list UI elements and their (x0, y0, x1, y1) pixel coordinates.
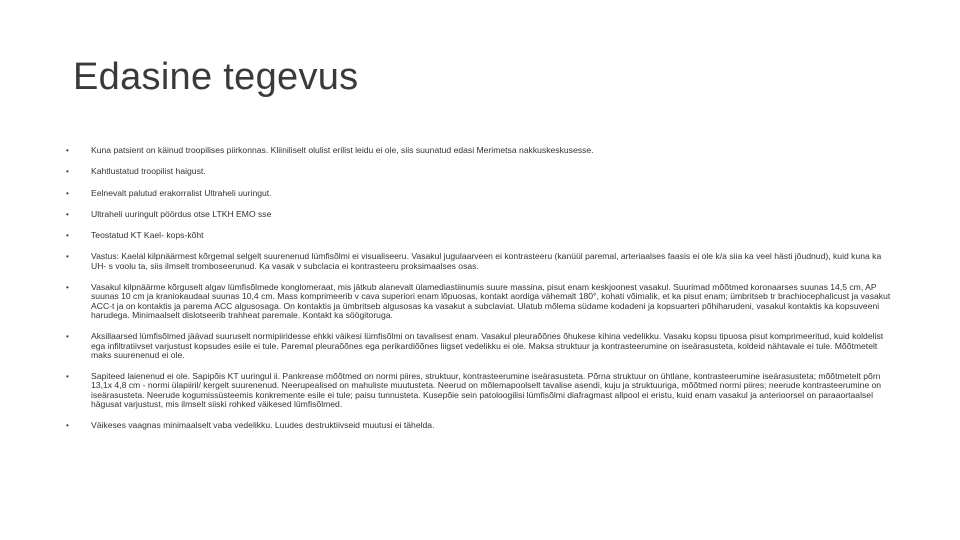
bullet-dot: • (66, 146, 69, 155)
bullet-text: Ultraheli uuringult pöördus otse LTKH EMO sse (91, 208, 272, 219)
bullet-text: Aksillaarsed lümfisõlmed jäävad suuruselt normipiiridesse ehkki väikesi lümfisõlmi on tavalisest enam. Vasakul pleuraõõnes õhukese kihina vedelikku. Vasaku kopsu tipuosa pisut komprimeeritud, kuid koldelist ega infiltratiivset varjustust kopsudes esile ei tule. Paremal pleuraõõnes ega perikardiõõnes liigset vedelikku ei ole. Maksa struktuur ja kontrasteerumine on iseärasusteta, koldeid nähtavale ei tule. Mõõtmetelt maks suurenenud ei ole. (91, 331, 884, 360)
bullet-dot: • (66, 209, 69, 219)
bullet-item (66, 283, 896, 320)
bullet-item (66, 372, 896, 409)
bullet-text: Kahtlustatud troopilist haigust. (91, 166, 206, 177)
bullet-item (66, 421, 896, 430)
bullet-item (66, 189, 896, 198)
bullet-text: Kuna patsient on käinud troopilises piirkonnas. Kliiniliselt olulist erilist leidu ei ole, siis suunatud edasi Merimetsa nakkuskeskusesse. (91, 145, 594, 155)
bullet-dot: • (66, 372, 69, 382)
slide-title: Edasine tegevus (73, 56, 359, 98)
bullet-item (66, 210, 896, 219)
bullet-dot: • (66, 421, 69, 431)
bullet-text: Väikeses vaagnas minimaalselt vaba vedelikku. Luudes destruktiivseid muutusi ei tähelda. (91, 420, 435, 431)
bullet-dot: • (66, 283, 69, 293)
bullet-item (66, 167, 896, 176)
bullet-item (66, 332, 896, 360)
bullet-text: Vasakul kilpnäärme kõrguselt algav lümfisõlmede konglomeraat, mis jätkub alanevalt ülamediastiinumis suure massina, pisut enam keskjoonest vasakul. Suurimad mõõtmed koronaarses suunas 14,5 cm, AP suunas 10 cm ja kraniokaudaal suunas 10,4 cm. Mass komprimeerib v cava superiori enam lõpuosas, kontakt aordiga vähemalt 180°, kohati võimalik, et ka pisut enam; ümbritseb tr brachiocephalicust ja vasakut ACC-t ja on kontaktis ja parema ACC algusosaga. On kontaktis ja ümbritseb algusosas ka vasakut a subclaviat. Ulatub mõlema südame kodadeni ja kopsuarteri põhiharudeni, vasakul kontaktis ka kopsuveeni harudega. Minimaalselt dislotseerib trahheat paremale. Kontakt ka söögitoruga. (91, 282, 891, 320)
bullet-text: Eelnevalt palutud erakorralist Ultraheli uuringut. (91, 187, 272, 198)
bullet-dot: • (66, 231, 69, 241)
bullet-item (66, 252, 896, 271)
bullet-item (66, 146, 896, 155)
bullet-dot: • (66, 188, 69, 198)
bullet-dot: • (66, 332, 69, 342)
bullet-text: Teostatud KT Kael- kops-kõht (91, 230, 204, 241)
bullet-text: Vastus: Kaelal kilpnäärmest kõrgemal selgelt suurenenud lümfisõlmi ei visualiseeru. Vasakul jugulaarveen ei kontrasteeru (kanüül paremal, arteriaalses faasis ei ole k/a siia ka veel hästi jõudnud), kuid kuna ka UH- s voolu ta, siis ilmselt tromboseerunud. Ka vasak v subclacia ei kontrasteeru proksimaalses osas. (91, 251, 882, 271)
bullet-dot: • (66, 252, 69, 262)
bullet-dot: • (66, 167, 69, 177)
bullet-item (66, 231, 896, 240)
bullet-list (66, 146, 896, 431)
bullet-text: Sapiteed laienenud ei ole. Sapipõis KT uuringul ii. Pankrease mõõtmed on normi piires, struktuur, kontrasteerumine iseärasusteta. Põrna struktuur on ühtlane, kontrasteerumine iseärasusteta; mõõtmetelt põrn 13,1x 4,8 cm - normi ülapiiril/ kergelt suurenenud. Neerupealised on mahuliste muutusteta. Neerud on mõlemapoolselt tavalise asendi, kuju ja struktuuriga, mõõtmed normi piires; neerude kontrasteerumine on iseärasusteta. Neerude kogumissüsteemis konkremente esile ei tule; paisu tunnusteta. Kusepõie sein patoloogilisi lümfisõlmi diafragmast allpool ei eristu, kuid enam vasakul ja anterioorsel on paraaortaalsel hägusat varjustust, mis ilmselt siiski rohked väikesed lümfisõlmed. (91, 371, 882, 410)
